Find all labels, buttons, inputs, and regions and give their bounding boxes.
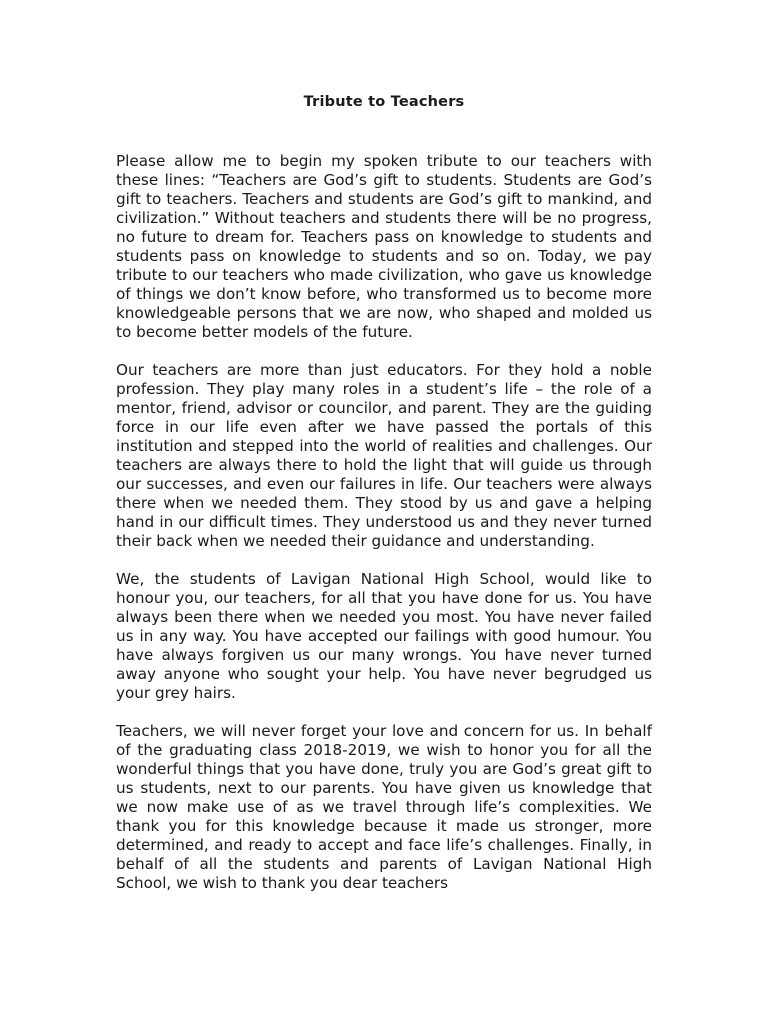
paragraph-3: We, the students of Lavigan National High School, would like to honour you, our teachers, for all that you have done for us. You have always been there when we needed you most. You have never failed us in any way. You have accepted our failings with good humour. You have always forgiven us our many wrongs. You have never turned away anyone who sought your help. You have never begrudged us your grey hairs. xyxy=(116,570,652,702)
document-title: Tribute to Teachers xyxy=(303,94,465,110)
document-body xyxy=(116,152,652,912)
paragraph-1: Please allow me to begin my spoken tribute to our teachers with these lines: “Teachers are God’s gift to students. Students are God’s gift to teachers. Teachers and students are God’s gift to mankind, and civilization.” Without teachers and students there will be no progress, no future to dream for. Teachers pass on knowledge to students and students pass on knowledge to students and so on. Today, we pay tribute to our teachers who made civilization, who gave us knowledge of things we don’t know before, who transformed us to become more knowledgeable persons that we are now, who shaped and molded us to become better models of the future. xyxy=(116,152,652,341)
paragraph-4: Teachers, we will never forget your love and concern for us. In behalf of the graduating class 2018-2019, we wish to honor you for all the wonderful things that you have done, truly you are God’s great gift to us students, next to our parents. You have given us knowledge that we now make use of as we travel through life’s complexities. We thank you for this knowledge because it made us stronger, more determined, and ready to accept and face life’s challenges. Finally, in behalf of all the students and parents of Lavigan National High School, we wish to thank you dear teachers xyxy=(116,722,652,892)
paragraph-2: Our teachers are more than just educators. For they hold a noble profession. They play many roles in a student’s life – the role of a mentor, friend, advisor or councilor, and parent. They are the guiding force in our life even after we have passed the portals of this institution and stepped into the world of realities and challenges. Our teachers are always there to hold the light that will guide us through our successes, and even our failures in life. Our teachers were always there when we needed them. They stood by us and gave a helping hand in our difficult times. They understood us and they never turned their back when we needed their guidance and understanding. xyxy=(116,361,652,550)
